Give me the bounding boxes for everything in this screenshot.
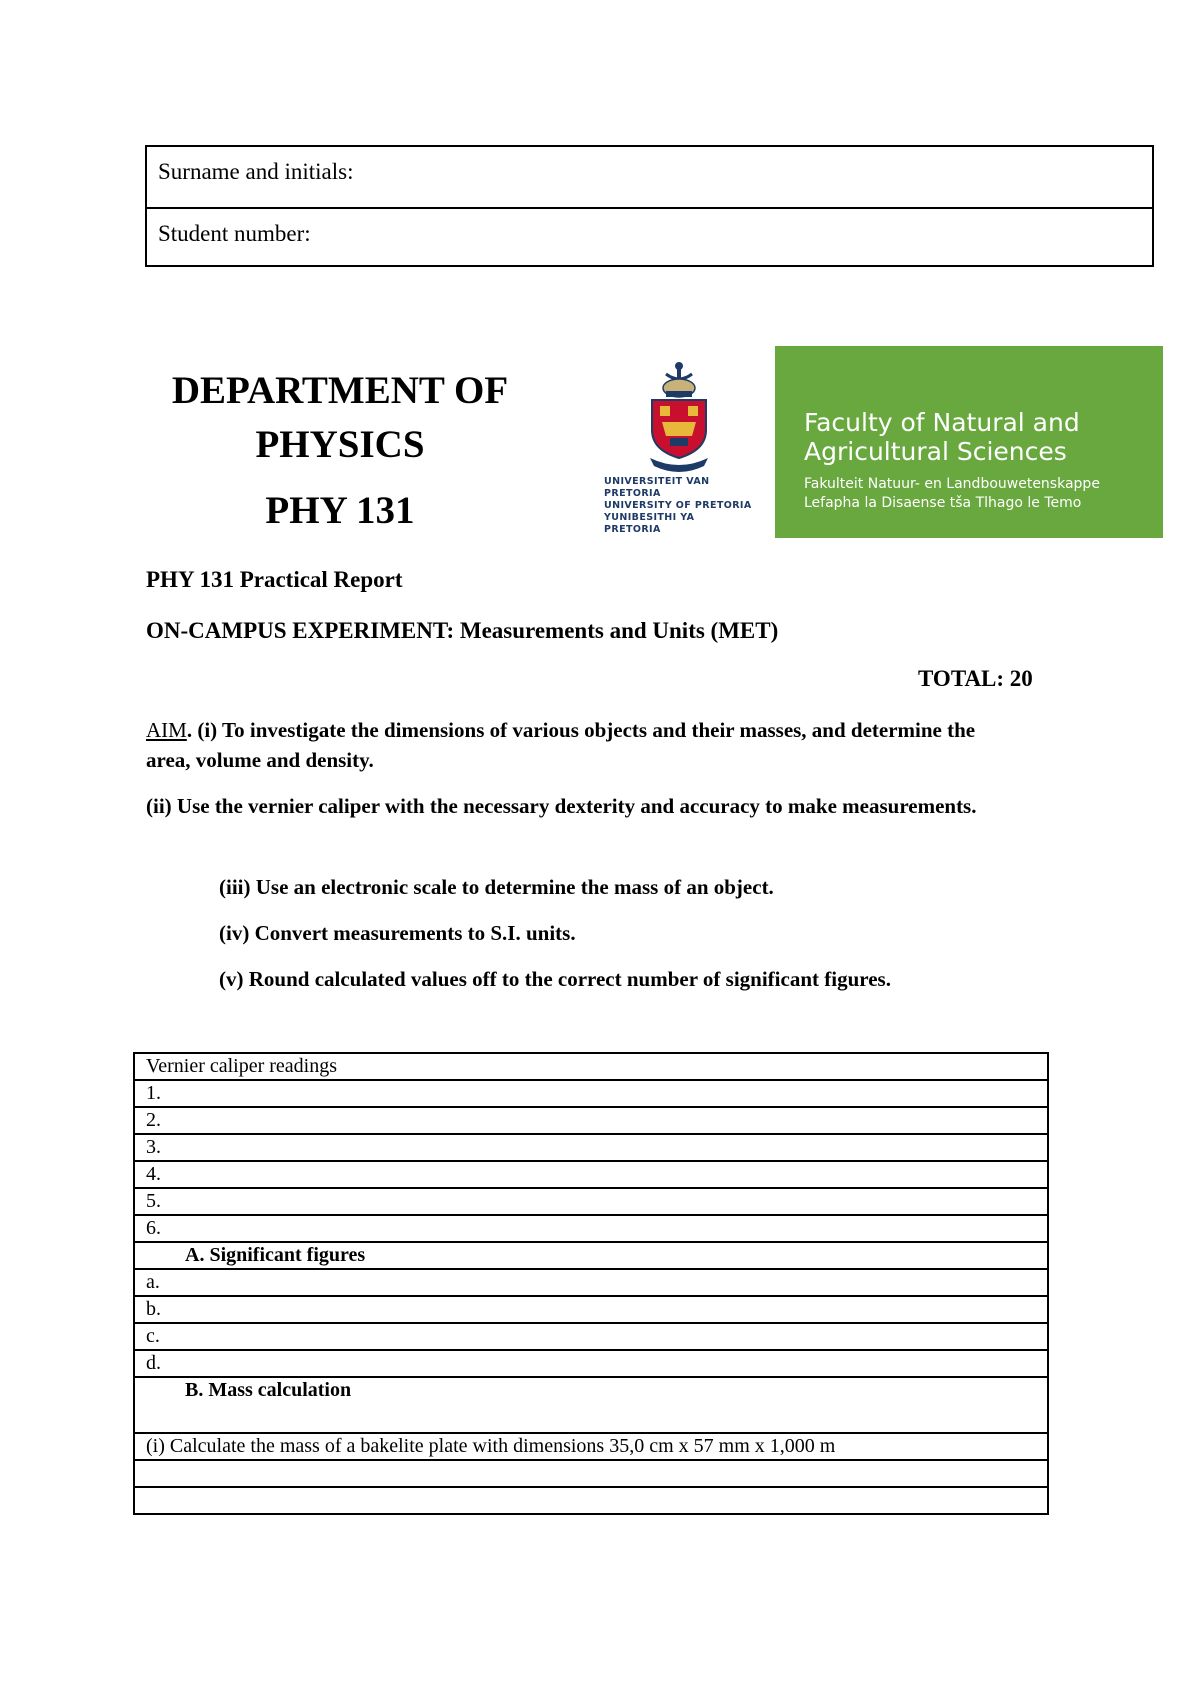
department-line-1: DEPARTMENT OF xyxy=(171,369,509,412)
student-number-label: Student number: xyxy=(158,221,311,246)
table-row[interactable] xyxy=(134,1107,1048,1134)
reading-cell[interactable]: 3. xyxy=(134,1134,1048,1161)
faculty-name-line-1: Faculty of Natural and xyxy=(804,408,1080,437)
reading-cell[interactable]: 2. xyxy=(134,1107,1048,1134)
table-row[interactable] xyxy=(134,1134,1048,1161)
experiment-title: ON-CAMPUS EXPERIMENT: Measurements and Units (MET) xyxy=(146,618,779,643)
student-number-field[interactable] xyxy=(147,207,1152,267)
aim-item-1-text: . (i) To investigate the dimensions of various objects and their masses, and determine the area, volume and density. xyxy=(146,718,976,772)
table-row[interactable] xyxy=(134,1296,1048,1323)
university-name-block xyxy=(604,476,754,536)
university-name-english: UNIVERSITY OF PRETORIA xyxy=(604,500,752,511)
student-id-box xyxy=(145,145,1154,267)
table-row[interactable] xyxy=(134,1215,1048,1242)
sigfig-cell[interactable]: b. xyxy=(134,1296,1048,1323)
aim-item-1 xyxy=(146,715,986,775)
table-row[interactable] xyxy=(134,1460,1048,1487)
sigfig-cell[interactable]: a. xyxy=(134,1269,1048,1296)
reading-cell[interactable]: 1. xyxy=(134,1080,1048,1107)
table-row[interactable] xyxy=(134,1323,1048,1350)
faculty-name-sepedi: Lefapha la Disaense tša Tlhago le Temo xyxy=(804,495,1082,511)
surname-field[interactable] xyxy=(147,147,1152,207)
reading-cell[interactable]: 5. xyxy=(134,1188,1048,1215)
table-row[interactable] xyxy=(134,1080,1048,1107)
aim-item-4: (iv) Convert measurements to S.I. units. xyxy=(219,921,576,945)
table-row[interactable] xyxy=(134,1487,1048,1514)
aim-item-2: (ii) Use the vernier caliper with the necessary dexterity and accuracy to make measurements. xyxy=(146,794,977,818)
total-marks: TOTAL: 20 xyxy=(918,666,1033,691)
university-name-afrikaans: UNIVERSITEIT VAN PRETORIA xyxy=(604,476,710,499)
section-b-heading: B. Mass calculation xyxy=(134,1377,1048,1433)
table-row xyxy=(134,1053,1048,1080)
aim-item-5: (v) Round calculated values off to the correct number of significant figures. xyxy=(219,967,891,991)
table-row[interactable] xyxy=(134,1350,1048,1377)
reading-cell[interactable]: 6. xyxy=(134,1215,1048,1242)
table-row[interactable] xyxy=(134,1161,1048,1188)
report-title: PHY 131 Practical Report xyxy=(146,567,403,592)
aim-item-3: (iii) Use an electronic scale to determine the mass of an object. xyxy=(219,875,774,899)
section-a-heading: A. Significant figures xyxy=(134,1242,1048,1269)
course-code: PHY 131 xyxy=(265,489,415,532)
mass-question: (i) Calculate the mass of a bakelite plate with dimensions 35,0 cm x 57 mm x 1,000 m xyxy=(134,1433,1048,1460)
department-heading xyxy=(130,364,550,538)
university-name-sepedi: YUNIBESITHI YA PRETORIA xyxy=(604,512,695,535)
table-row[interactable] xyxy=(134,1269,1048,1296)
table-row xyxy=(134,1433,1048,1460)
table-row xyxy=(134,1242,1048,1269)
faculty-banner xyxy=(775,346,1163,538)
faculty-name-afrikaans: Fakulteit Natuur- en Landbouwetenskappe xyxy=(804,476,1100,492)
department-line-2: PHYSICS xyxy=(255,423,425,466)
surname-label: Surname and initials: xyxy=(158,159,354,184)
table-row[interactable] xyxy=(134,1188,1048,1215)
table-row xyxy=(134,1377,1048,1433)
reading-cell[interactable]: 4. xyxy=(134,1161,1048,1188)
aims-section xyxy=(146,715,986,821)
answer-cell[interactable] xyxy=(134,1487,1048,1514)
answer-table xyxy=(133,1052,1049,1515)
vernier-header: Vernier caliper readings xyxy=(134,1053,1048,1080)
aim-label: AIM xyxy=(146,718,187,742)
sigfig-cell[interactable]: d. xyxy=(134,1350,1048,1377)
faculty-name-line-2: Agricultural Sciences xyxy=(804,437,1067,466)
answer-cell[interactable] xyxy=(134,1460,1048,1487)
sigfig-cell[interactable]: c. xyxy=(134,1323,1048,1350)
